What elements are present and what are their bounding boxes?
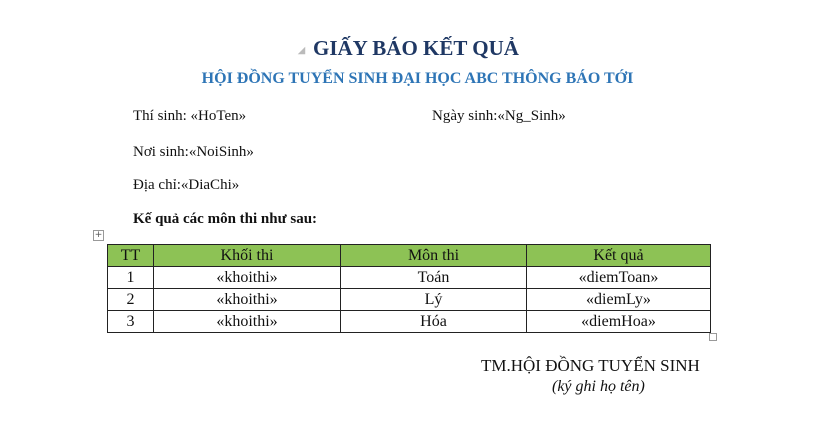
results-heading: Kế quả các môn thi như sau:: [133, 211, 318, 227]
cell-mon-thi: Toán: [341, 267, 527, 289]
header-tt: TT: [108, 245, 154, 267]
cell-khoi-thi: «khoithi»: [154, 267, 341, 289]
cell-mon-thi: Lý: [341, 289, 527, 311]
document-title: [0, 36, 817, 61]
header-khoi-thi: Khối thi: [154, 245, 341, 267]
cell-khoi-thi: «khoithi»: [154, 289, 341, 311]
table-row: [108, 289, 711, 311]
signature-note: (ký ghi họ tên): [552, 378, 645, 395]
cell-mon-thi: Hóa: [341, 311, 527, 333]
table-row: [108, 267, 711, 289]
title-text: GIẤY BÁO KẾT QUẢ: [312, 36, 519, 60]
birth-date-field: Ngày sinh:«Ng_Sinh»: [432, 108, 566, 124]
header-mon-thi: Môn thi: [341, 245, 527, 267]
table-resize-handle[interactable]: [709, 333, 717, 341]
results-table: [107, 244, 711, 333]
cell-ket-qua: «diemHoa»: [527, 311, 711, 333]
cell-ket-qua: «diemLy»: [527, 289, 711, 311]
cell-khoi-thi: «khoithi»: [154, 311, 341, 333]
birth-place-field: Nơi sinh:«NoiSinh»: [133, 144, 254, 160]
address-field: Địa chỉ:«DiaChi»: [133, 177, 240, 193]
collapse-triangle-icon[interactable]: ◢: [298, 44, 305, 55]
table-header-row: [108, 245, 711, 267]
cell-ket-qua: «diemToan»: [527, 267, 711, 289]
candidate-name-field: Thí sinh: «HoTen»: [133, 108, 247, 124]
cell-tt: 2: [108, 289, 154, 311]
table-move-handle-icon[interactable]: +: [94, 230, 103, 240]
table-row: [108, 311, 711, 333]
cell-tt: 3: [108, 311, 154, 333]
signature-title: TM.HỘI ĐỒNG TUYỂN SINH: [481, 356, 700, 375]
header-ket-qua: Kết quả: [527, 245, 711, 267]
document-subtitle: HỘI ĐỒNG TUYỂN SINH ĐẠI HỌC ABC THÔNG BÁO TỚI: [201, 70, 634, 87]
cell-tt: 1: [108, 267, 154, 289]
